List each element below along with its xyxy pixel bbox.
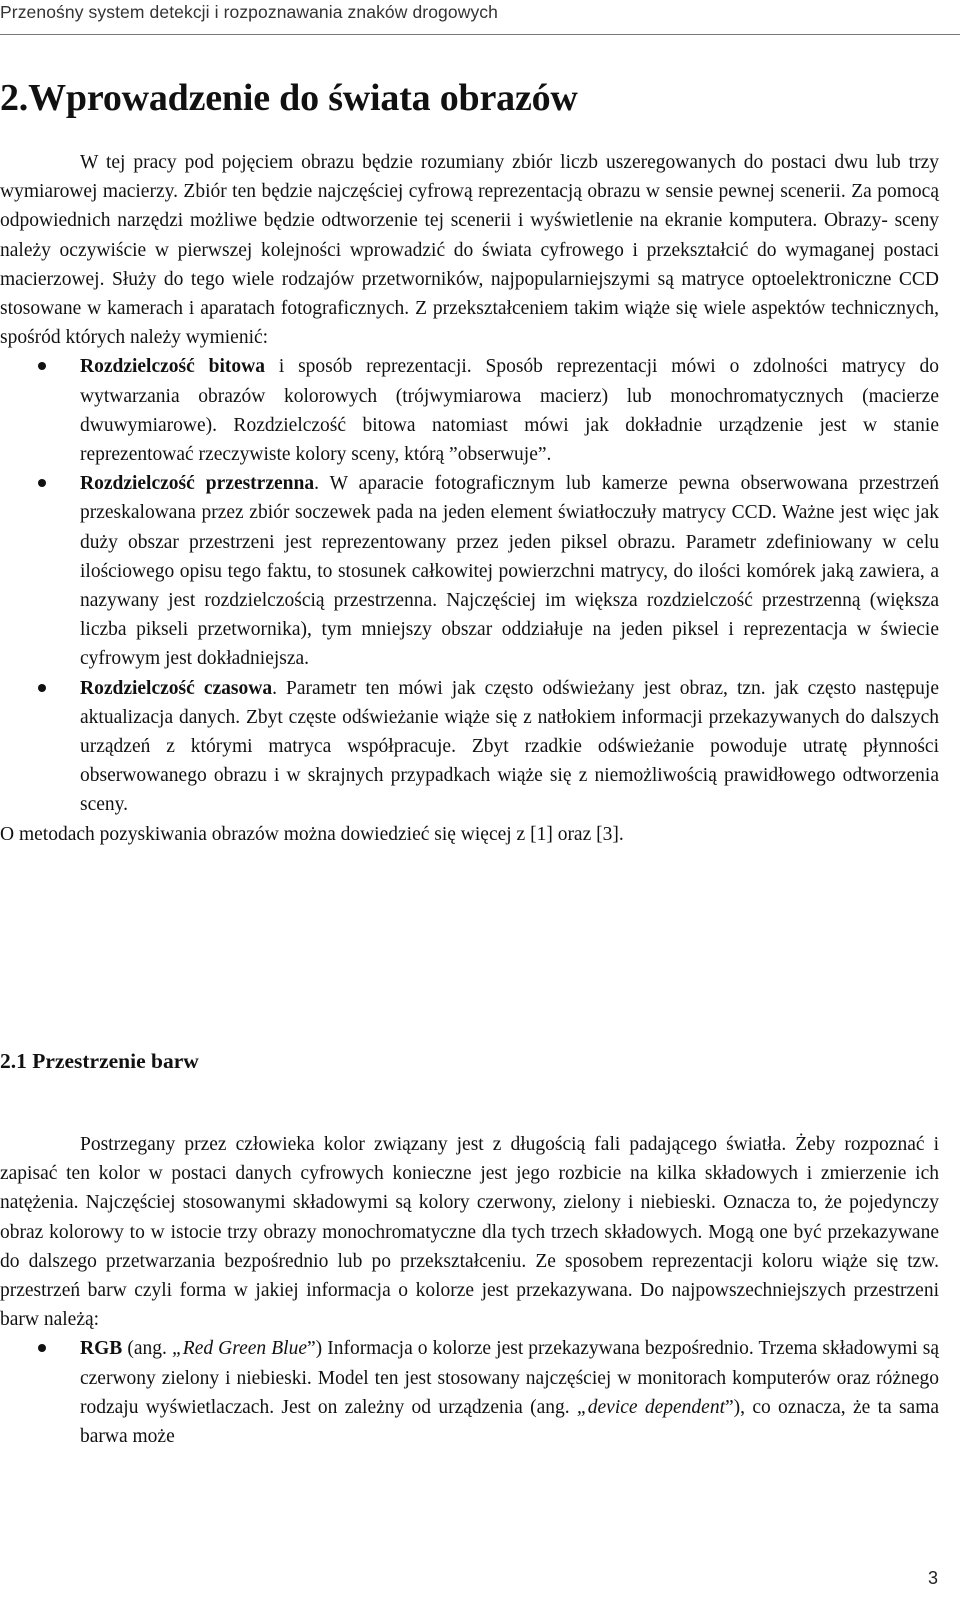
bullet-dot [38,684,46,692]
list-item-text: ”) Informacja o kolorze jest przekazywana bezpośrednio. Trzema składowymi są czerwony zielony i niebieski. Model ten jest stosowany najczęściej w monitorach komputerów oraz różnego rodzaju wyświetlaczach. Jest on zależny od urządzenia (ang. [80,1338,940,1418]
list-item-term: Rozdzielczość bitowa [80,356,265,378]
list-item-bit-resolution [0,352,939,469]
bullet-dot [38,362,46,370]
header-rule [0,34,960,35]
list-item-text: . Parametr ten mówi jak często odświeżany jest obraz, tzn. jak często następuje aktualizacja danych. Zbyt częste odświeżanie wiąże się z natłokiem informacji przekazywanych do dalszych urządzeń z którymi matryca współpracuje. Zbyt rzadkie odświeżanie powoduje utratę płynności obserwowanego obrazu i w skrajnych przypadkach wiąże się z niemożliwością prawidłowego odtworzenia sceny. [80,677,939,816]
list-item-rgb [0,1334,939,1451]
bullet-dot [38,1344,46,1352]
aspects-list [0,352,939,819]
bullet-dot [38,479,46,487]
list-item-spatial-resolution [0,469,939,673]
running-header: Przenośny system detekcji i rozpoznawania znaków drogowych [0,2,498,22]
chapter-title: 2.Wprowadzenie do świata obrazów [0,77,578,119]
section-title: 2.1 Przestrzenie barw [0,1049,199,1073]
list-item-text: ”), co oznacza, że ta sama barwa może [80,1396,940,1448]
list-item-term: Rozdzielczość czasowa [80,677,273,699]
section-body [0,1130,939,1451]
list-item-term: Rozdzielczość przestrzenna [80,473,315,495]
color-space-list [0,1334,939,1451]
list-item-italic: „device dependent [576,1396,725,1418]
list-item-text: . W aparacie fotograficznym lub kamerze pewna obserwowana przestrzeń przeskalowana przez zbiór soczewek pada na jeden element światłoczuły matrycy CCD. Ważne jest więc jak duży obszar przestrzeni jest reprezentowany przez jeden piksel obrazu. Parametr zdefiniowany w celu ilościowego opisu tego faktu, to stosunek całkowitej powierzchni matrycy, do ilości komórek jaką zawiera, a nazywany jest rozdzielczością przestrzenna. Najczęściej im większa rozdzielczość przestrzenną (większa liczba pikseli przetwornika), tym mniejszy obszar oddziałuje na jeden piksel i reprezentacja w świecie cyfrowym jest dokładniejsza. [80,473,939,670]
list-item-text: (ang. [122,1338,172,1360]
color-space-paragraph: Postrzegany przez człowieka kolor związany jest z długością fali padającego światła. Żeby rozpoznać i zapisać ten kolor w postaci danych cyfrowych konieczne jest jego rozbicie na kilka składowych i zmierzenie ich natężenia. Najczęściej stosowanymi składowymi są kolory czerwony, zielony i niebieski. Oznacza to, że pojedynczy obraz kolorowy to w istocie trzy obrazy monochromatyczne dla tych trzech składowych. Mogą one być przekazywane do dalszego przetwarzania bezpośrednio lub po przekształceniu. Ze sposobem reprezentacji koloru wiąże się tzw. przestrzeń barw czyli forma w jakiej informacja o kolorze jest przekazywana. Do najpowszechniejszych przestrzeni barw należą: [0,1134,939,1331]
intro-paragraph: W tej pracy pod pojęciem obrazu będzie rozumiany zbiór liczb uszeregowanych do postaci dwu lub trzy wymiarowej macierzy. Zbiór ten będzie najczęściej cyfrową reprezentacją obrazu w sensie pewnej scenerii. Za pomocą odpowiednich narzędzi możliwe będzie odtworzenie tej scenerii i wyświetlenie na ekranie komputera. Obrazy- sceny należy oczywiście w pierwszej kolejności wprowadzić do świata cyfrowego i przekształcić do wymaganej postaci macierzowej. Służy do tego wiele rodzajów przetworników, najpopularniejszymi są matryce optoelektroniczne CCD stosowane w kamerach i aparatach fotograficznych. Z przekształceniem takim wiąże się wiele aspektów technicznych, spośród których należy wymienić: [0,152,939,349]
list-item-temporal-resolution [0,674,939,820]
list-item-text: i sposób reprezentacji. Sposób reprezentacji mówi o zdolności matrycy do wytwarzania obrazów kolorowych (trójwymiarowa macierz) lub monochromatycznych (macierze dwuwymiarowe). Rozdzielczość bitowa natomiast mówi jak dokładnie urządzenie jest w stanie reprezentować rzeczywiste kolory sceny, którą ”obserwuje”. [80,356,939,466]
closing-sentence: O metodach pozyskiwania obrazów można dowiedzieć się więcej z [1] oraz [3]. [0,823,624,845]
chapter-body [0,148,939,849]
list-item-italic: „Red Green Blue [171,1338,307,1360]
page-number: 3 [927,1568,938,1588]
list-item-term: RGB [80,1338,123,1360]
